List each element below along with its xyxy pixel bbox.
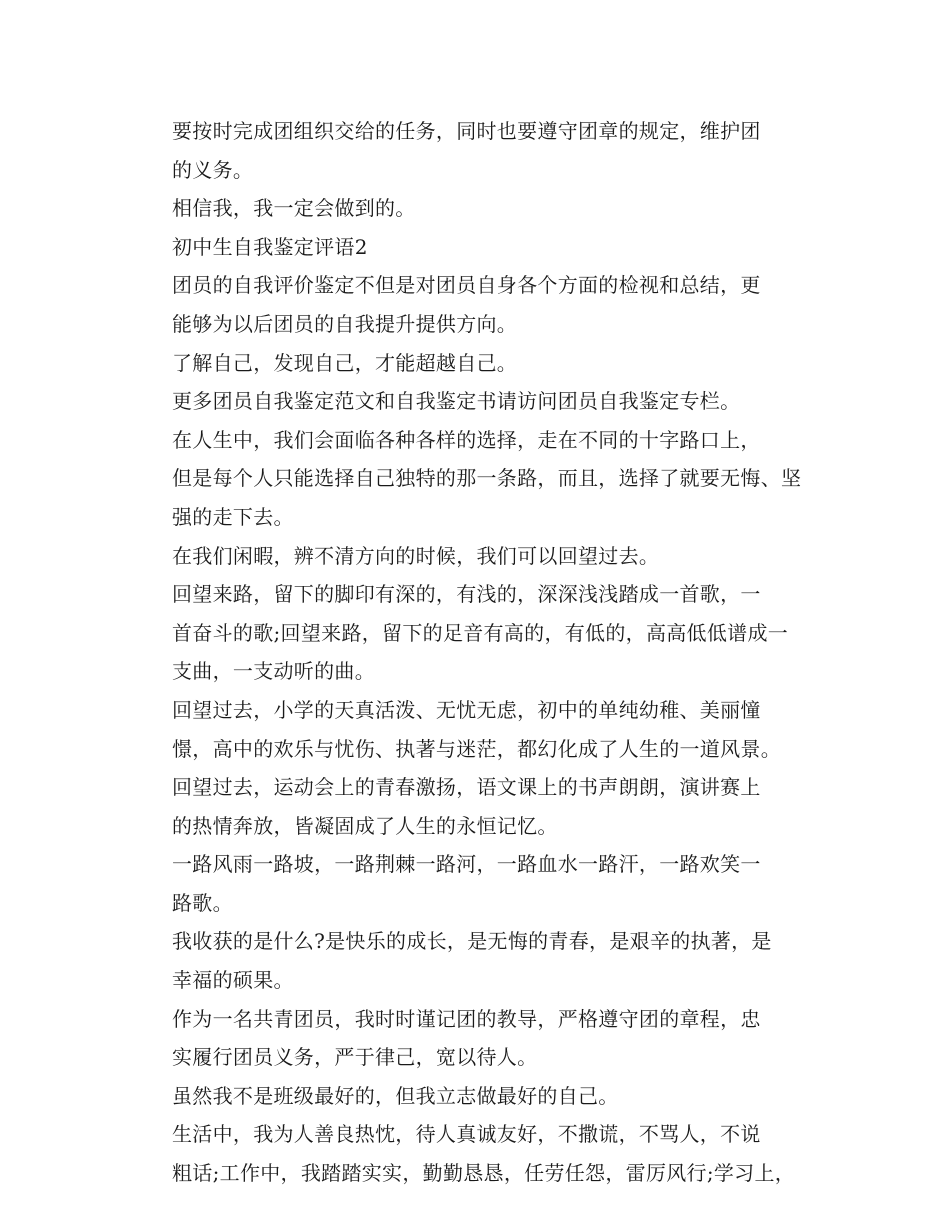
paragraph — [138, 228, 818, 267]
paragraph — [138, 1115, 818, 1192]
paragraph — [138, 1000, 818, 1077]
text-line: 更多团员自我鉴定范文和自我鉴定书请访问团员自我鉴定专栏。 — [172, 389, 741, 414]
text-line: 粗话;工作中，我踏踏实实，勤勤恳恳，任劳任怨，雷厉风行;学习上， — [172, 1161, 796, 1186]
text-line: 在人生中，我们会面临各种各样的选择，走在不同的十字路口上， — [172, 427, 761, 452]
text-line: 在我们闲暇，辨不清方向的时候，我们可以回望过去。 — [172, 543, 660, 568]
text-line: 初中生自我鉴定评语2 — [172, 234, 368, 259]
text-line: 一路风雨一路坡，一路荆棘一路河，一路血水一路汗，一路欢笑一 — [172, 852, 761, 877]
paragraph — [138, 421, 818, 537]
text-line: 强的走下去。 — [172, 504, 294, 529]
paragraph — [138, 575, 818, 691]
paragraph — [138, 922, 818, 999]
text-line: 了解自己，发现自己，才能超越自己。 — [172, 350, 518, 375]
document-page — [138, 112, 818, 1193]
text-line: 回望过去，运动会上的青春激扬，语文课上的书声朗朗，演讲赛上 — [172, 775, 761, 800]
text-line: 幸福的硕果。 — [172, 968, 294, 993]
text-line: 回望过去，小学的天真活泼、无忧无虑，初中的单纯幼稚、美丽憧 — [172, 697, 761, 722]
text-line: 回望来路，留下的脚印有深的，有浅的，深深浅浅踏成一首歌，一 — [172, 582, 761, 607]
paragraph — [138, 189, 818, 228]
paragraph — [138, 1077, 818, 1116]
paragraph — [138, 768, 818, 845]
text-line: 实履行团员义务，严于律己，宽以待人。 — [172, 1045, 538, 1070]
paragraph — [138, 537, 818, 576]
text-line: 路歌。 — [172, 890, 233, 915]
text-line: 支曲，一支动听的曲。 — [172, 659, 375, 684]
text-line: 虽然我不是班级最好的，但我立志做最好的自己。 — [172, 1083, 619, 1108]
paragraph — [138, 266, 818, 343]
text-line: 团员的自我评价鉴定不但是对团员自身各个方面的检视和总结，更 — [172, 273, 761, 298]
text-line: 相信我，我一定会做到的。 — [172, 196, 416, 221]
text-line: 能够为以后团员的自我提升提供方向。 — [172, 311, 518, 336]
paragraph — [138, 691, 818, 768]
text-line: 的义务。 — [172, 157, 254, 182]
text-line: 的热情奔放，皆凝固成了人生的永恒记忆。 — [172, 813, 558, 838]
paragraph — [138, 112, 818, 189]
text-line: 生活中，我为人善良热忱，待人真诚友好，不撒谎，不骂人，不说 — [172, 1122, 761, 1147]
paragraph — [138, 344, 818, 383]
document-body — [138, 112, 818, 1193]
text-line: 我收获的是什么?是快乐的成长，是无悔的青春，是艰辛的执著，是 — [172, 929, 772, 954]
text-line: 但是每个人只能选择自己独特的那一条路，而且，选择了就要无悔、坚 — [172, 466, 802, 491]
paragraph — [138, 845, 818, 922]
text-line: 憬，高中的欢乐与忧伤、执著与迷茫，都幻化成了人生的一道风景。 — [172, 736, 781, 761]
text-line: 作为一名共青团员，我时时谨记团的教导，严格遵守团的章程，忠 — [172, 1006, 761, 1031]
paragraph — [138, 382, 818, 421]
text-line: 要按时完成团组织交给的任务，同时也要遵守团章的规定，维护团 — [172, 119, 761, 143]
text-line: 首奋斗的歌;回望来路，留下的足音有高的，有低的，高高低低谱成一 — [172, 620, 789, 645]
